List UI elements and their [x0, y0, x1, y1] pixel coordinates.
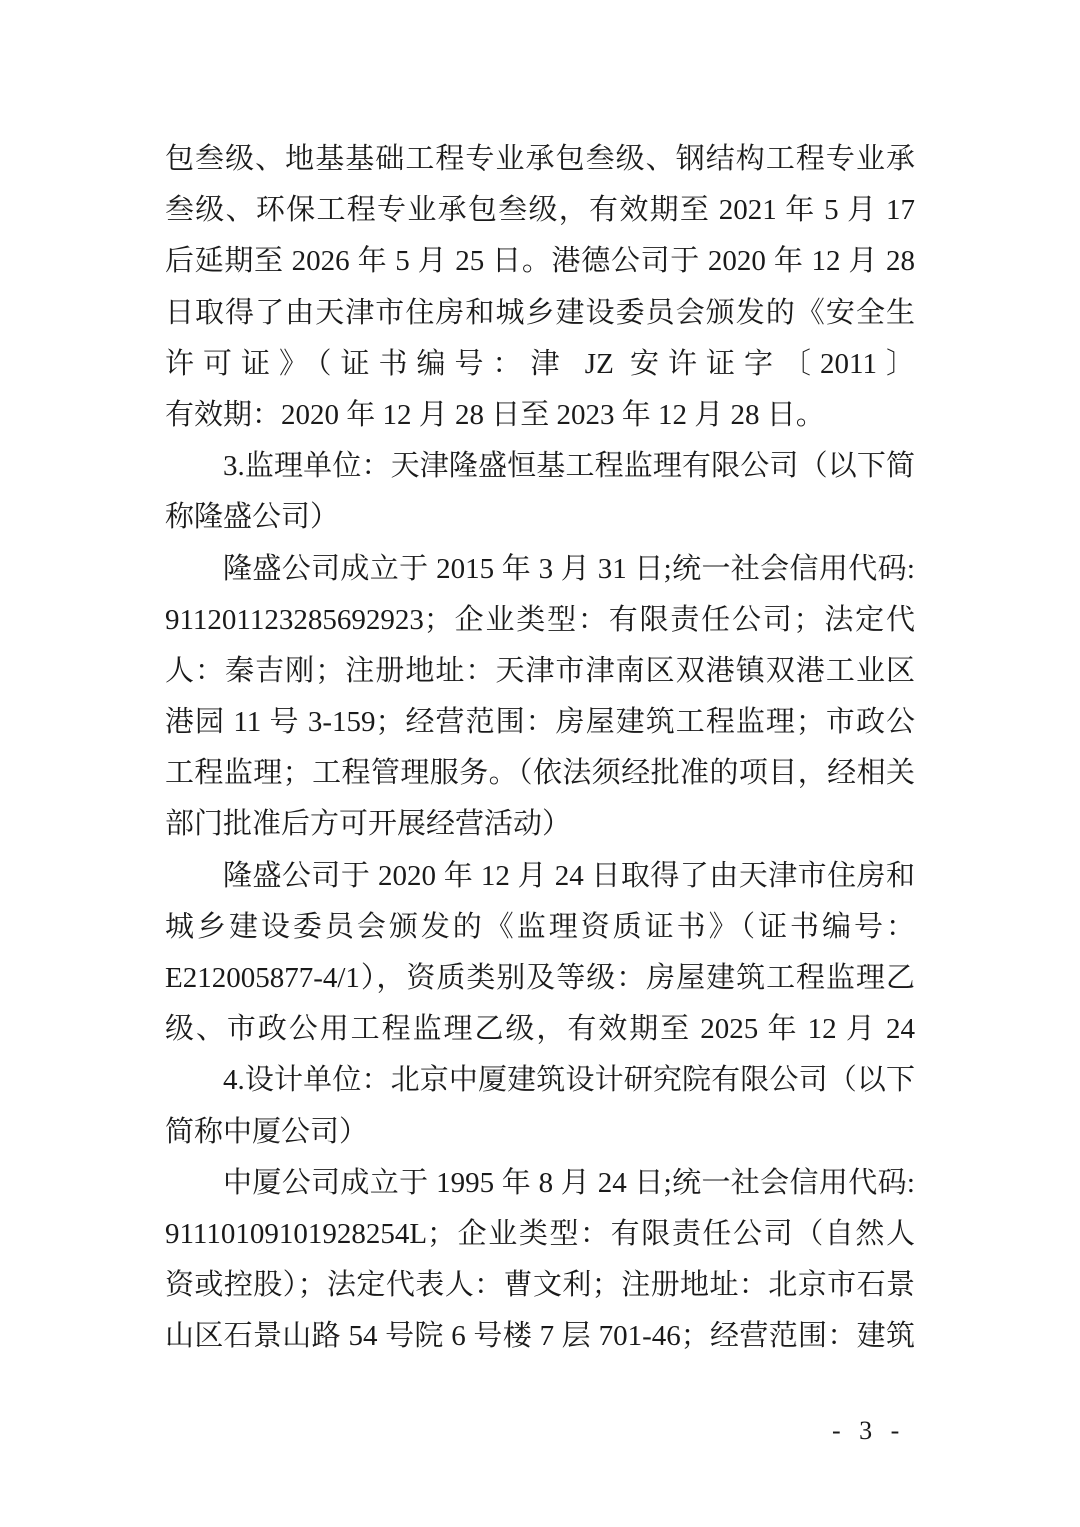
text-line: 资或控股）；法定代表人：曹文利；注册地址：北京市石景 [165, 1269, 915, 1302]
document-body [165, 134, 915, 1363]
text-line: 工程监理；工程管理服务。（依法须经批准的项目，经相关 [165, 757, 915, 790]
text-line: 3.监理单位：天津隆盛恒基工程监理有限公司（以下简 [223, 450, 915, 483]
text-line: 港园 11 号 3-159；经营范围：房屋建筑工程监理；市政公 [165, 706, 915, 739]
text-line: E212005877-4/1），资质类别及等级：房屋建筑工程监理乙 [165, 962, 915, 994]
text-line: 日取得了由天津市住房和城乡建设委员会颁发的《安全生 [165, 296, 915, 329]
text-line: 部门批准后方可开展经营活动） [165, 808, 572, 841]
text-line: 叁级、环保工程专业承包叁级，有效期至 2021 年 5 月 17 [165, 194, 915, 227]
text-line: 中厦公司成立于 1995 年 8 月 24 日;统一社会信用代码: [223, 1166, 915, 1199]
text-line: 后延期至 2026 年 5 月 25 日。港德公司于 2020 年 12 月 28 [165, 245, 915, 278]
text-line: 城乡建设委员会颁发的《监理资质证书》（证书编号： [165, 910, 915, 943]
text-line: 级、市政公用工程监理乙级，有效期至 2025 年 12 月 24 [165, 1013, 915, 1046]
text-line: 有效期：2020 年 12 月 28 日至 2023 年 12 月 28 日。 [165, 398, 825, 431]
text-line: 简称中厦公司） [165, 1115, 369, 1148]
text-line: 91110109101928254L；企业类型：有限责任公司（自然人 [165, 1217, 915, 1250]
text-line: 许可证》（证书编号：津 JZ 安许证字〔2011〕 [165, 347, 915, 380]
text-line: 人：秦吉刚；注册地址：天津市津南区双港镇双港工业区 [165, 654, 915, 687]
text-line: 称隆盛公司） [165, 501, 340, 534]
text-line: 4.设计单位：北京中厦建筑设计研究院有限公司（以下 [223, 1064, 915, 1097]
page-number: - 3 - [832, 1416, 906, 1445]
text-line: 包叁级、地基基础工程专业承包叁级、钢结构工程专业承 [165, 143, 915, 175]
text-line: 911201123285692923；企业类型：有限责任公司；法定代 [165, 603, 915, 636]
text-line: 隆盛公司于 2020 年 12 月 24 日取得了由天津市住房和 [223, 859, 915, 892]
text-line: 山区石景山路 54 号院 6 号楼 7 层 701-46；经营范围：建筑 [165, 1320, 915, 1353]
text-line: 隆盛公司成立于 2015 年 3 月 31 日;统一社会信用代码: [223, 552, 915, 585]
